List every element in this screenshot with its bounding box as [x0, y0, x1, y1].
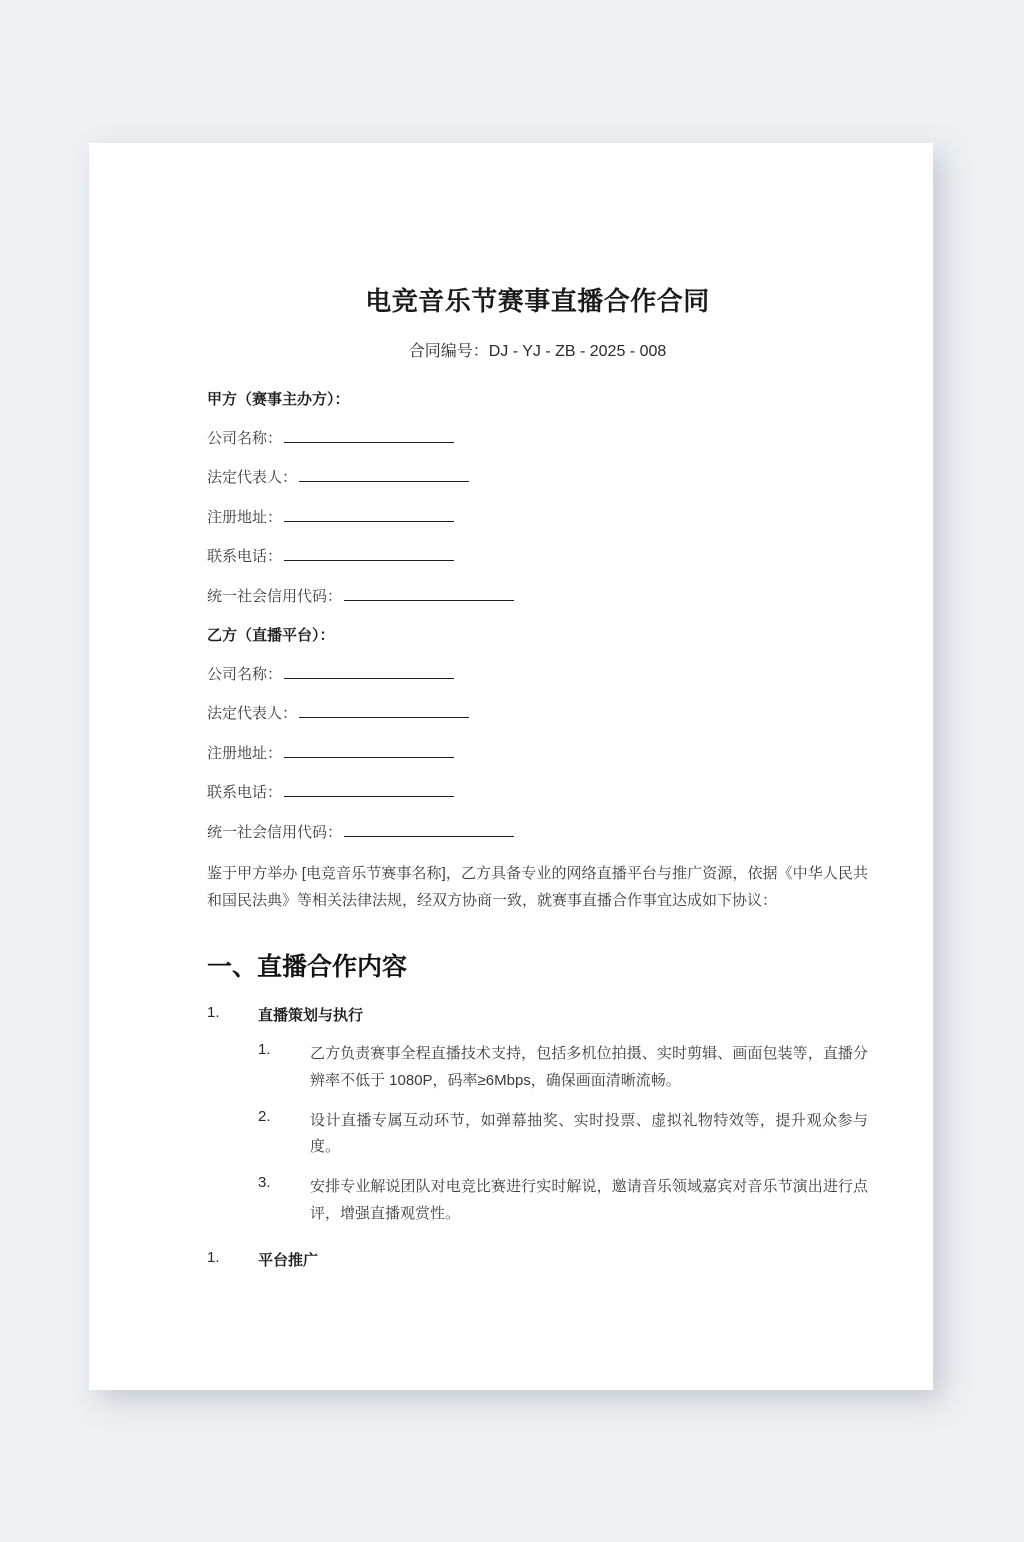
- clause-list-level-2: [258, 1041, 868, 1227]
- party-a-heading: 甲方（赛事主办方）：: [207, 391, 350, 409]
- field-label: 联系电话：: [207, 548, 283, 566]
- section-heading-1: 一、直播合作内容: [207, 952, 408, 981]
- fill-in-blank[interactable]: [284, 782, 454, 797]
- list-marker: 1.: [258, 1041, 271, 1059]
- field-label: 法定代表人：: [207, 705, 298, 723]
- clause-list-level-1: [207, 1004, 868, 1273]
- fill-in-blank[interactable]: [299, 467, 469, 482]
- field-label: 法定代表人：: [207, 469, 298, 487]
- fill-in-blank[interactable]: [284, 507, 454, 522]
- fill-in-blank[interactable]: [284, 546, 454, 561]
- list-item: [258, 1108, 868, 1161]
- field-label: 注册地址：: [207, 744, 283, 762]
- preamble-paragraph: 鉴于甲方举办 [电竞音乐节赛事名称]，乙方具备专业的网络直播平台与推广资源，依据《中华人民共和国民法典》等相关法律法规，经双方协商一致，就赛事直播合作事宜达成如下协议：: [207, 865, 868, 909]
- list-item: [258, 1174, 868, 1227]
- party-a-field-credit-code: [207, 586, 868, 609]
- field-label: 联系电话：: [207, 784, 283, 802]
- list-marker: 1.: [207, 1249, 220, 1267]
- field-label: 公司名称：: [207, 665, 283, 683]
- field-label: 统一社会信用代码：: [207, 587, 343, 605]
- fill-in-blank[interactable]: [299, 703, 469, 718]
- clause-title: 直播策划与执行: [258, 1007, 364, 1025]
- clause-title: 平台推广: [258, 1252, 319, 1270]
- party-a-block: [207, 389, 868, 608]
- document-content: [207, 285, 868, 1287]
- contract-number: 合同编号：DJ - YJ - ZB - 2025 - 008: [408, 342, 667, 360]
- fill-in-blank[interactable]: [284, 743, 454, 758]
- clause-text: 安排专业解说团队对电竞比赛进行实时解说，邀请音乐领域嘉宾对音乐节演出进行点评，增强直播观赏性。: [310, 1178, 868, 1222]
- clause-text: 乙方负责赛事全程直播技术支持，包括多机位拍摄、实时剪辑、画面包装等，直播分辨率不低于 1080P，码率≥6Mbps，确保画面清晰流畅。: [310, 1045, 868, 1089]
- fill-in-blank[interactable]: [284, 428, 454, 443]
- field-label: 注册地址：: [207, 508, 283, 526]
- document-page: [89, 143, 933, 1390]
- list-item: [207, 1004, 868, 1227]
- party-a-field-registered-address: [207, 507, 868, 530]
- clause-text: 设计直播专属互动环节，如弹幕抽奖、实时投票、虚拟礼物特效等，提升观众参与度。: [310, 1111, 868, 1156]
- party-a-field-contact-phone: [207, 546, 868, 569]
- party-b-heading: 乙方（直播平台）：: [207, 627, 335, 645]
- party-b-block: [207, 625, 868, 844]
- page-title: 电竞音乐节赛事直播合作合同: [365, 286, 710, 316]
- list-item: [207, 1249, 868, 1273]
- field-label: 统一社会信用代码：: [207, 823, 343, 841]
- field-label: 公司名称：: [207, 429, 283, 447]
- fill-in-blank[interactable]: [284, 664, 454, 679]
- party-a-field-legal-representative: [207, 467, 868, 490]
- list-marker: 2.: [258, 1107, 271, 1125]
- list-marker: 1.: [207, 1004, 220, 1022]
- party-b-field-company-name: [207, 664, 868, 687]
- party-b-field-legal-representative: [207, 703, 868, 726]
- party-b-field-contact-phone: [207, 782, 868, 805]
- party-a-field-company-name: [207, 428, 868, 451]
- list-item: [258, 1041, 868, 1094]
- list-marker: 3.: [258, 1174, 271, 1192]
- fill-in-blank[interactable]: [344, 822, 514, 837]
- party-b-field-credit-code: [207, 822, 868, 845]
- party-b-field-registered-address: [207, 743, 868, 766]
- fill-in-blank[interactable]: [344, 586, 514, 601]
